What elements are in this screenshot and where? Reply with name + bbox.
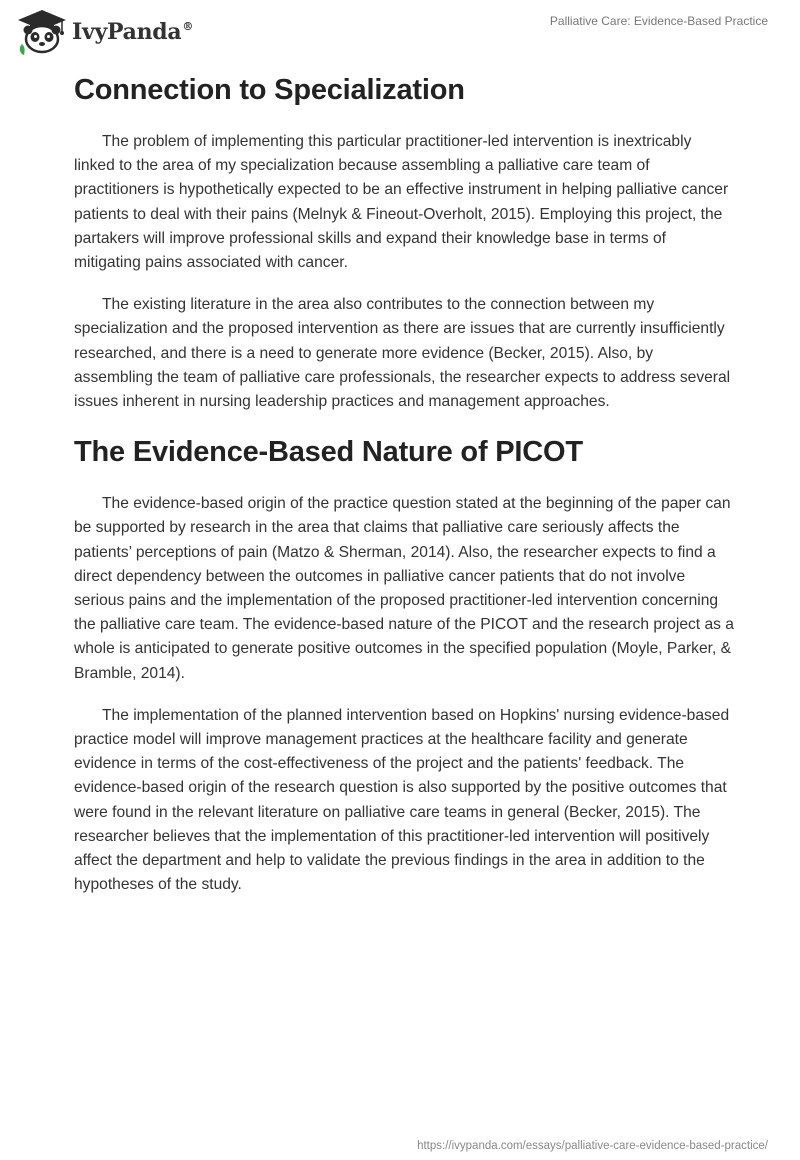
paragraph: The evidence-based origin of the practice question stated at the beginning of the paper can be supported by research in the area that claims that palliative care seriously affects the patients’ perceptions of pain (Matzo & Sherman, 2014). Also, the researcher expects to find a direct dependency between the outcomes in palliative cancer patients that do not involve serious pains and the implementation of the proposed practitioner-led intervention concerning the palliative care team. The evidence-based nature of the PICOT and the research project as a whole is anticipated to generate positive outcomes in the specified population (Moyle, Parker, & Bramble, 2014). <box>74 495 734 682</box>
panda-graduate-icon <box>16 8 68 56</box>
paragraph: The problem of implementing this particular practitioner-led intervention is inextricably linked to the area of my specialization because assembling a palliative care team of practitioners is hypothetically expected to be an effective instrument in helping palliative cancer patients to deal with their pains (Melnyk & Fineout-Overholt, 2015). Employing this project, the partakers will improve professional skills and expand their knowledge base in terms of mitigating pains associated with cancer. <box>74 133 729 272</box>
paragraph: The implementation of the planned intervention based on Hopkins' nursing evidence-based practice model will improve management practices at the healthcare facility and generate evidence in terms of the cost-effectiveness of the project and the patients' feedback. The evidence-based origin of the research question is also supported by the positive outcomes that were found in the relevant literature on palliative care teams in general (Becker, 2015). The researcher believes that the implementation of this practitioner-led intervention will positively affect the department and help to validate the previous findings in the area in addition to the hypotheses of the study. <box>74 706 730 894</box>
document-title: Palliative Care: Evidence-Based Practice <box>549 14 768 28</box>
source-url-link[interactable]: https://ivypanda.com/essays/palliative-care-evidence-based-practice/ <box>417 1140 768 1152</box>
paragraph: The existing literature in the area also contributes to the connection between my specialization and the proposed intervention as there are issues that are currently insufficiently researched, and there is a need to generate more evidence (Becker, 2015). Also, by assembling the team of palliative care professionals, the researcher expects to address several issues inherent in nursing leadership practices and management approaches. <box>74 296 731 411</box>
section-heading-specialization: Connection to Specialization <box>74 74 465 106</box>
page-header <box>0 0 800 66</box>
brand-name: IvyPanda® <box>72 19 194 45</box>
brand-logo[interactable] <box>16 8 193 56</box>
essay-content <box>74 70 734 915</box>
section-heading-picot: The Evidence-Based Nature of PICOT <box>74 436 583 469</box>
